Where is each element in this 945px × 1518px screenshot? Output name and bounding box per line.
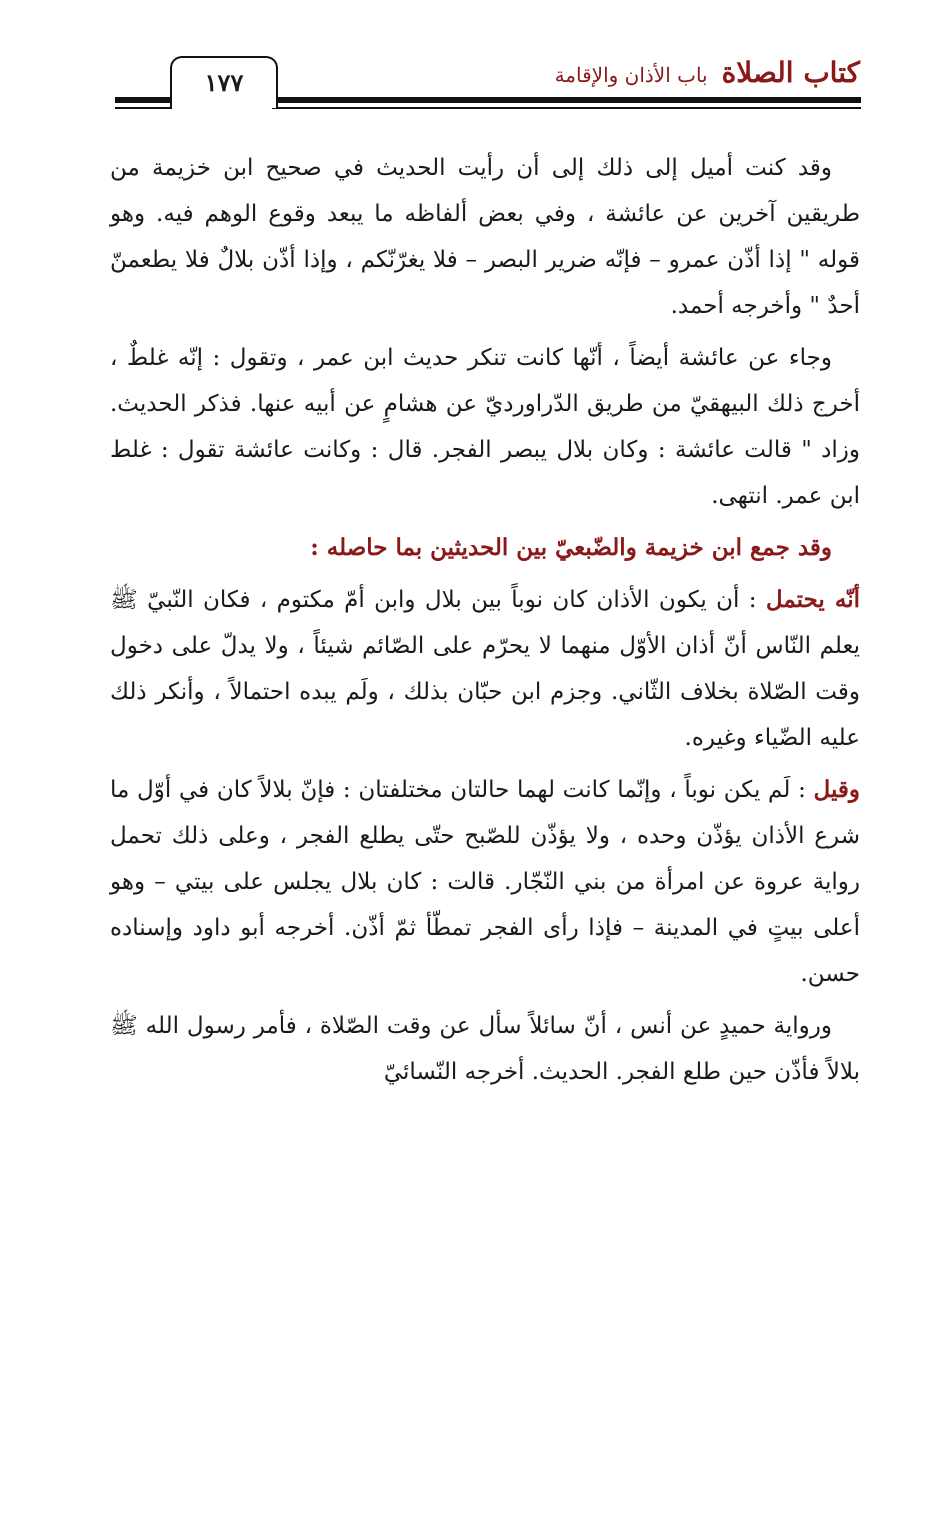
paragraph-5: ورواية حميدٍ عن أنس ، أنّ سائلاً سأل عن وقت الصّلاة ، فأمر رسول الله ﷺ بلالاً فأذّن حين طلع الفجر. الحديث. أخرجه النّسائيّ (110, 1013, 860, 1085)
page-number: ١٧٧ (170, 56, 278, 108)
page-body (110, 145, 860, 1101)
running-head (555, 56, 860, 89)
paragraph-4-lead: وقيل (813, 776, 860, 803)
paragraph-3-text: : أن يكون الأذان كان نوباً بين بلال وابن أمّ مكتوم ، فكان النّبيّ ﷺ يعلم النّاس أنّ أذان الأوّل منهما لا يحرّم على الصّائم شيئاً ، ولا يدلّ على دخول وقت الصّلاة بخلاف الثّاني. وجزم ابن حبّان بذلك ، ولَم يبده احتمالاً ، وأنكر ذلك عليه الضّياء وغيره. (110, 587, 861, 751)
section-heading: وقد جمع ابن خزيمة والضّبعيّ بين الحديثين بما حاصله : (310, 534, 832, 561)
book-title: كتاب الصلاة (721, 56, 860, 89)
paragraph-3-lead: أنّه يحتمل (765, 586, 860, 613)
page-header (0, 0, 945, 110)
chapter-title: باب الأذان والإقامة (554, 63, 708, 87)
paragraph-3 (110, 577, 860, 761)
paragraph-1: وقد كنت أميل إلى ذلك إلى أن رأيت الحديث في صحيح ابن خزيمة من طريقين آخرين عن عائشة ، وفي بعض ألفاظه ما يبعد وقوع الوهم فيه. وهو قوله " إذا أذّن عمرو – فإنّه ضرير البصر – فلا يغرّنّكم ، وإذا أذّن بلالٌ فلا يطعمنّ أحدٌ " وأخرجه أحمد. (110, 155, 860, 319)
paragraph-2: وجاء عن عائشة أيضاً ، أنّها كانت تنكر حديث ابن عمر ، وتقول : إنّه غلطٌ ، أخرج ذلك البيهقيّ من طريق الدّراورديّ عن هشامٍ عن أبيه عنها. فذكر الحديث. وزاد " قالت عائشة : وكان بلال يبصر الفجر. قال : وكانت عائشة تقول : غلط ابن عمر. انتهى. (110, 345, 860, 509)
paragraph-4-text: : لَم يكن نوباً ، وإنّما كانت لهما حالتان مختلفتان : فإنّ بلالاً كان في أوّل ما شرع الأذان يؤذّن وحده ، ولا يؤذّن للصّبح حتّى يطلع الفجر ، وعلى ذلك تحمل رواية عروة عن امرأة من بني النّجّار. قالت : كان بلال يجلس على بيتي – وهو أعلى بيتٍ في المدينة – فإذا رأى الفجر تمطّأ ثمّ أذّن. أخرجه أبو داود وإسناده حسن. (110, 777, 860, 987)
paragraph-4 (110, 767, 860, 997)
